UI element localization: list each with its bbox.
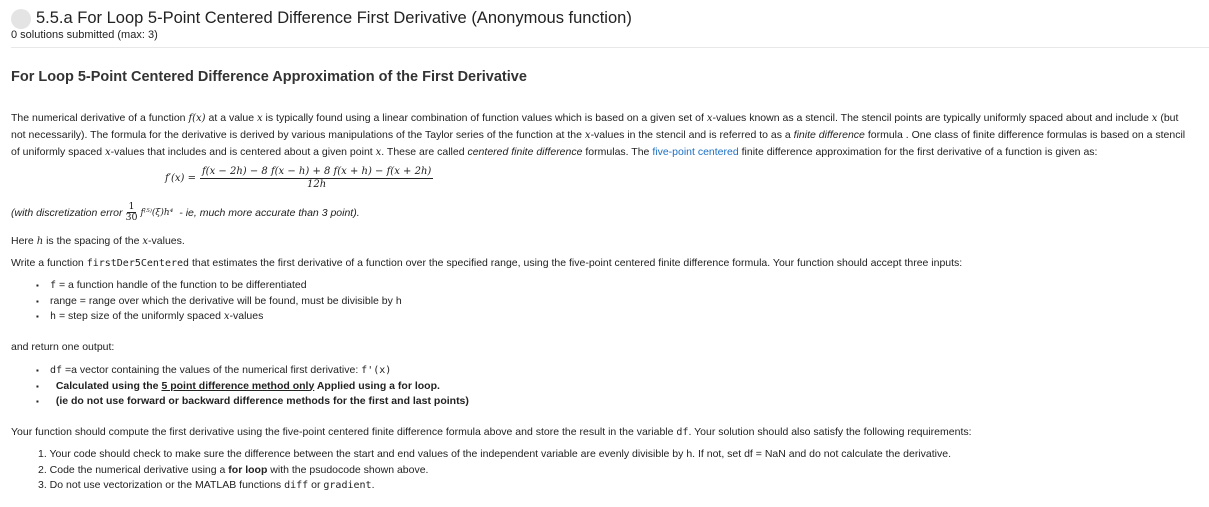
error-note: (with discretization error $\frac{1}{30}$ f⁽⁵⁾(ξ)h⁴ - ie, much more accurate than 3 point). — [11, 201, 360, 223]
task-description: Write a function firstDer5Centered that estimates the first derivative of a function over the specified range, using the five-point centered finite difference formula. Your function should accept three inputs: — [11, 257, 963, 269]
status-circle-icon — [11, 9, 31, 29]
list-item: ▪ f = a function handle of the function to be differentiated — [36, 278, 402, 294]
list-item: ▪ h = step size of the uniformly spaced x-values — [36, 309, 402, 325]
problem-title: 5.5.a For Loop 5-Point Centered Difference First Derivative (Anonymous function) — [36, 9, 632, 27]
section-heading: For Loop 5-Point Centered Difference Approximation of the First Derivative — [11, 69, 527, 85]
inputs-list — [36, 278, 402, 325]
derivative-formula — [165, 166, 433, 191]
formula-lhs: f′(x) = — [165, 173, 196, 184]
formula-numerator: f(x − 2h) − 8 f(x − h) + 8 f(x + h) − f(x + 2h) — [201, 166, 432, 177]
list-item: 2. Code the numerical derivative using a for loop with the psudocode shown above. — [38, 463, 429, 476]
function-name: firstDer5Centered — [86, 258, 190, 269]
list-item: 1. Your code should check to make sure the difference between the start and end values of the independent variable are evenly divisible by h. If not, set df = NaN and do not calculate the derivative. — [38, 448, 952, 460]
list-item: ▪ Calculated using the 5 point difference method only Applied using a for loop. — [36, 379, 469, 395]
problem-header — [11, 7, 1209, 48]
intro-paragraph: The numerical derivative of a function f(x) at a value x is typically found using a linear combination of function values which is based on a given set of x-values known as a stencil. The stencil points are typically uniformly spaced about and include x (but not necessarily). The formula for the derivative is derived by various manipulations of the Taylor series of the function at the x-values in the stencil and is referred to as a finite difference formula . One class of finite difference formulas is based on a stencil of uniformly spaced x-values that includes and is centered about a given point x. These are called centered finite difference formulas. The five-point centered finite difference approximation for the first derivative of a function is given as: — [11, 112, 1186, 158]
formula-denominator: 12h — [307, 179, 327, 190]
outputs-list — [36, 363, 469, 410]
list-item: ▪ df =a vector containing the values of the numerical first derivative: f'(x) — [36, 363, 469, 379]
requirements-list — [38, 447, 951, 494]
spacing-note: Here h is the spacing of the x-values. — [11, 235, 185, 247]
outputs-intro: and return one output: — [11, 341, 115, 353]
list-item: ▪ (ie do not use forward or backward difference methods for the first and last points) — [36, 394, 469, 410]
five-point-link[interactable]: five-point centered — [652, 146, 739, 158]
list-item: ▪ range = range over which the derivative will be found, must be divisible by h — [36, 294, 402, 310]
list-item: 3. Do not use vectorization or the MATLAB functions diff or gradient. — [38, 479, 375, 491]
submission-count: 0 solutions submitted (max: 3) — [11, 29, 158, 41]
compute-paragraph: Your function should compute the first derivative using the five-point centered finite difference formula above and store the result in the variable df. Your solution should also satisfy the following requirements: — [11, 426, 972, 438]
